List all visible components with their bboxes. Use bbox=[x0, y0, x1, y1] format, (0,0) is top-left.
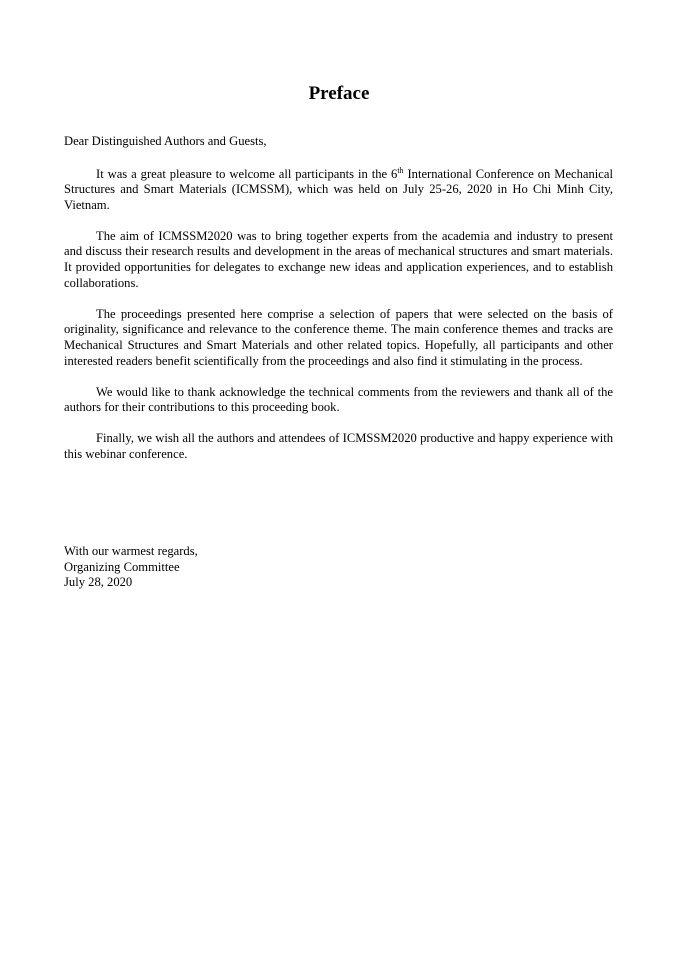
paragraph-welcome bbox=[64, 167, 613, 214]
closing-block bbox=[64, 544, 464, 591]
closing-signatory: Organizing Committee bbox=[64, 559, 180, 574]
paragraph-aim: The aim of ICMSSM2020 was to bring together experts from the academia and industry to present and discuss their research results and development in the areas of mechanical structures and smart materials. It provided opportunities for delegates to exchange new ideas and application experiences, and to establish collaborations. bbox=[64, 228, 613, 290]
preface-body bbox=[64, 134, 613, 478]
closing-regards: With our warmest regards, bbox=[64, 544, 198, 558]
page-title: Preface bbox=[308, 83, 370, 104]
salutation: Dear Distinguished Authors and Guests, bbox=[64, 134, 267, 148]
paragraph-welcome-start: It was a great pleasure to welcome all participants in the 6 bbox=[96, 166, 398, 181]
ordinal-suffix: th bbox=[397, 165, 404, 175]
paragraph-proceedings: The proceedings presented here comprise a selection of papers that were selected on the basis of originality, significance and relevance to the conference theme. The main conference themes and tracks are Mechanical Structures and Smart Materials and other related topics. Hopefully, all participants and other interested readers benefit scientifically from the proceedings and also find it stimulating in the process. bbox=[64, 306, 613, 368]
closing-date: July 28, 2020 bbox=[64, 575, 133, 590]
paragraph-thanks: We would like to thank acknowledge the technical comments from the reviewers and thank all of the authors for their contributions to this proceeding book. bbox=[64, 384, 613, 415]
paragraph-closing-wish: Finally, we wish all the authors and attendees of ICMSSM2020 productive and happy experience with this webinar conference. bbox=[64, 431, 613, 461]
paragraph-welcome-end: International Conference on Mechanical Structures and Smart Materials (ICMSSM), which was held on July 25-26, 2020 in Ho Chi Minh City, Vietnam. bbox=[64, 166, 613, 212]
